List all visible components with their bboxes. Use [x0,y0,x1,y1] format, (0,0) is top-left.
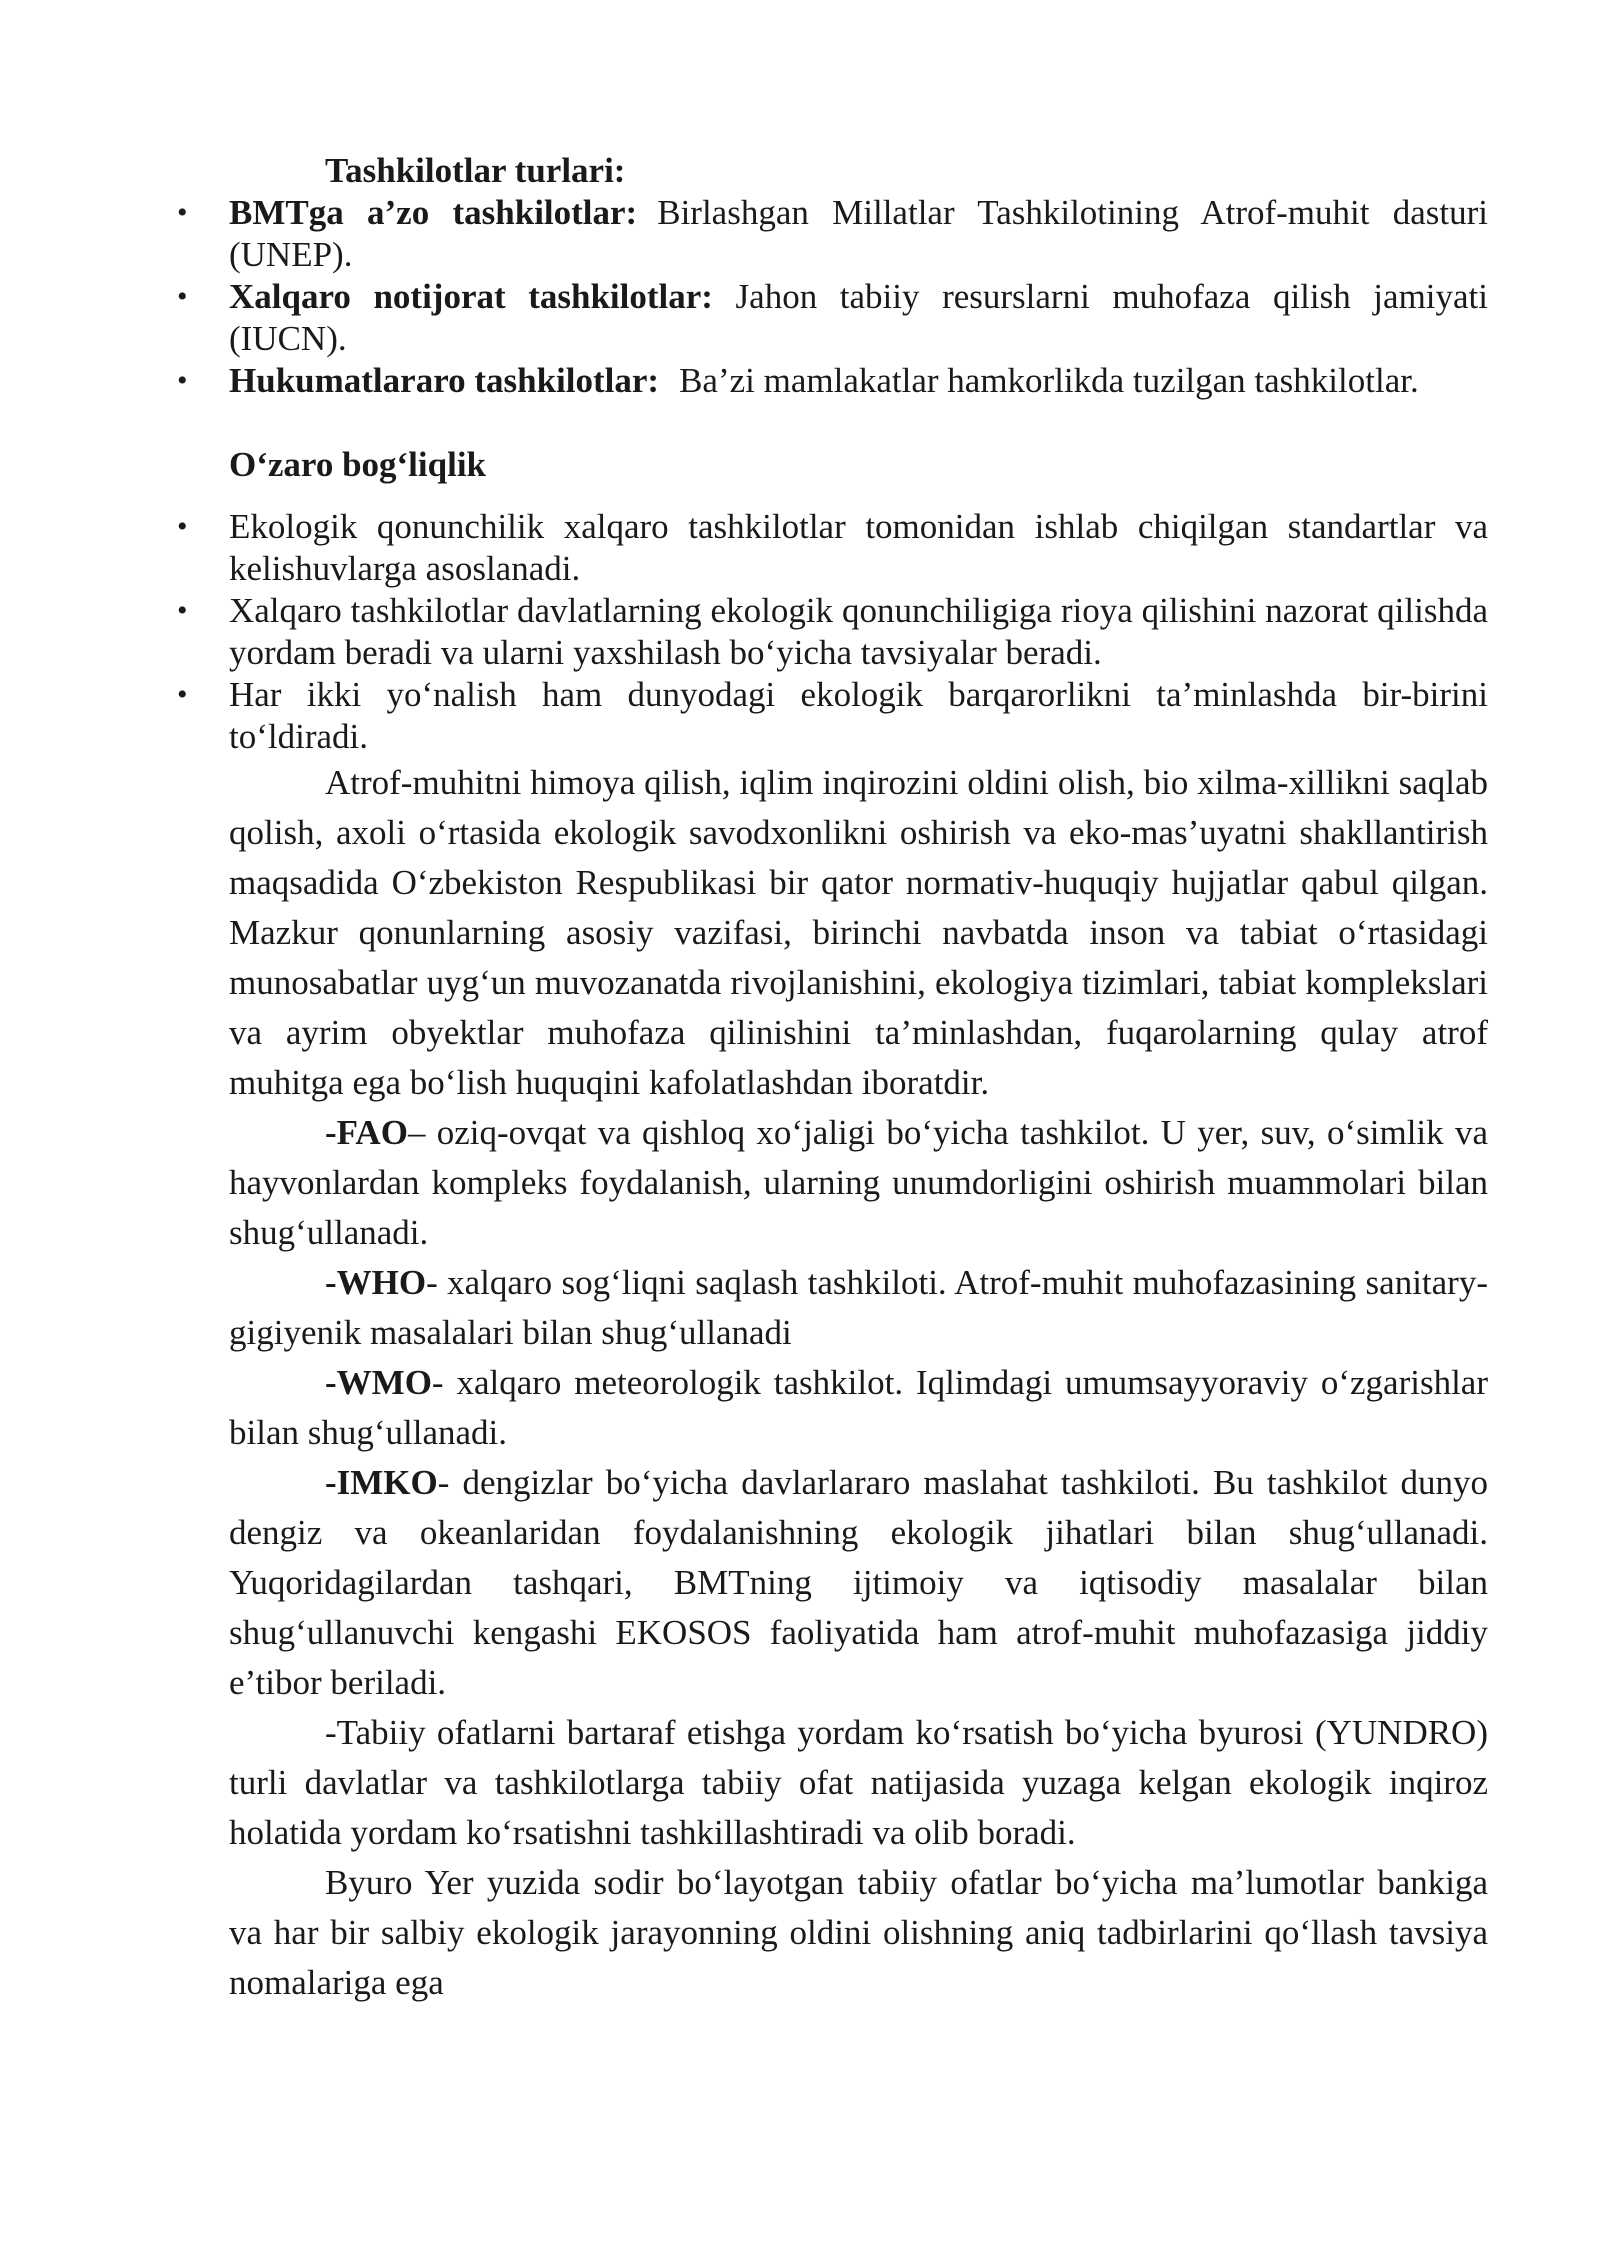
org-desc-fao: – oziq-ovqat va qishloq xo‘jaligi bo‘yicha tashkilot. U yer, suv, o‘simlik va hayvonlardan kompleks foydalanish, ularning unumdorligini oshirish muammolari bilan shug‘ullanadi. [229,1113,1488,1252]
paragraph-imko [229,1458,1488,1708]
paragraph-intro: Atrof-muhitni himoya qilish, iqlim inqirozini oldini olish, bio xilma-xillikni saqlab qolish, axoli o‘rtasida ekologik savodxonlikni oshirish va eko-mas’uyatni shakllantirish maqsadida O‘zbekiston Respublikasi bir qator normativ-huquqiy hujjatlar qabul qilgan. Mazkur qonunlarning asosiy vazifasi, birinchi navbatda inson va tabiat o‘rtasidagi munosabatlar uyg‘un muvozanatda rivojlanishini, ekologiya tizimlari, tabiat komplekslari va ayrim obyektlar muhofaza qilinishini ta’minlashdan, fuqarolarning qulay atrof muhitga ega bo‘lish huquqini kafolatlashdan iboratdir. [229,763,1488,1102]
paragraph-byuro: Byuro Yer yuzida sodir bo‘layotgan tabiiy ofatlar bo‘yicha ma’lumotlar bankiga va har bir salbiy ekologik jarayonning oldini olishning aniq tadbirlarini qo‘llash tavsiya nomalariga ega [229,1863,1488,2002]
org-desc-who: - xalqaro sog‘liqni saqlash tashkiloti. Atrof-muhit muhofazasining sanitary-gigiyenik masalalari bilan shug‘ullanadi [229,1263,1488,1352]
org-desc-imko: - dengizlar bo‘yicha davlarlararo maslahat tashkiloti. Bu tashkilot dunyo dengiz va okeanlaridan foydalanishning ekologik jihatlari bilan shug‘ullanadi. Yuqoridagilardan tashqari, BMTning ijtimoiy va iqtisodiy masalalar bilan shug‘ullanuvchi kengashi EKOSOS faoliyatida ham atrof-muhit muhofazasiga jiddiy e’tibor beriladi. [229,1463,1488,1702]
list-item-text: Birlashgan Millatlar Tashkilotining Atrof-muhit dasturi (UNEP). [229,193,1489,274]
list-item: • Xalqaro tashkilotlar davlatlarning ekologik qonunchiligiga rioya qilishini nazorat qilishda yordam beradi va ularni yaxshilash bo‘yicha tavsiyalar beradi. [229,590,1488,674]
paragraph-who [229,1258,1488,1358]
org-abbr-fao: -FAO [325,1113,408,1152]
section-heading-org-types: Tashkilotlar turlari: [325,151,626,190]
list-item-text: Jahon tabiiy resurslarni muhofaza qilish jamiyati (IUCN). [229,277,1489,358]
org-desc-wmo: - xalqaro meteorologik tashkilot. Iqlimdagi umumsayyoraviy o‘zgarishlar bilan shug‘ullanadi. [229,1363,1488,1452]
list-item [229,276,1488,360]
org-abbr-wmo: -WMO [325,1363,432,1402]
paragraph-yundro: -Tabiiy ofatlarni bartaraf etishga yordam ko‘rsatish bo‘yicha byurosi (YUNDRO) turli davlatlar va tashkilotlarga tabiiy ofat natijasida yuzaga kelgan ekologik inqiroz holatida yordam ko‘rsatishni tashkillashtiradi va olib boradi. [229,1713,1488,1852]
list-item: • Har ikki yo‘nalish ham dunyodagi ekologik barqarorlikni ta’minlashda bir-birini to‘ldiradi. [229,674,1488,758]
org-abbr-who: -WHO [325,1263,427,1302]
document-page [229,150,1488,2008]
list-item [229,360,1488,402]
list-item [229,192,1488,276]
section-heading-interdependence: O‘zaro bog‘liqlik [229,445,487,484]
paragraph-fao [229,1108,1488,1258]
list-item-term: BMTga a’zo tashkilotlar: [229,193,638,232]
org-abbr-imko: -IMKO [325,1463,438,1502]
list-item-text: Ba’zi mamlakatlar hamkorlikda tuzilgan tashkilotlar. [679,361,1419,400]
list-item-term: Hukumatlararo tashkilotlar: [229,361,660,400]
list-item-term: Xalqaro notijorat tashkilotlar: [229,277,713,316]
interdependence-list [229,506,1488,758]
paragraph-wmo [229,1358,1488,1458]
list-item: • Ekologik qonunchilik xalqaro tashkilotlar tomonidan ishlab chiqilgan standartlar va kelishuvlarga asoslanadi. [229,506,1488,590]
body-paragraphs [229,758,1488,2008]
org-types-list [229,192,1488,402]
